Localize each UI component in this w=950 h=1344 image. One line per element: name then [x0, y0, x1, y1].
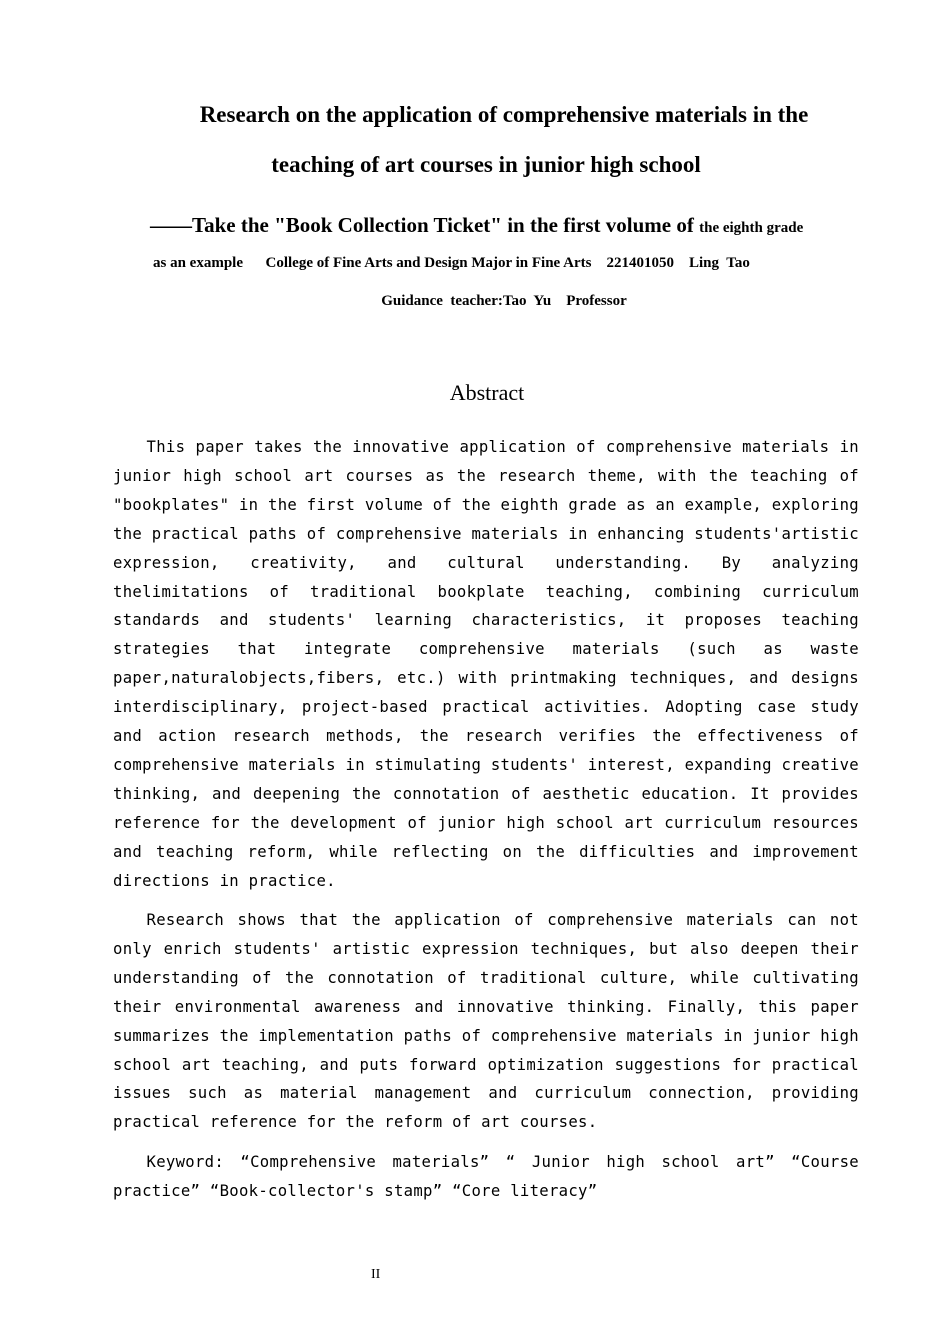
abstract-paragraph-1: This paper takes the innovative application of comprehensive materials in junior high school art courses as the research theme, with the teaching of "bookplates" in the first volume of the eighth grade as an example, exploring the practical paths of comprehensive materials in enhancing students'artistic expression, creativity, and cultural understanding. By analyzing thelimitations of traditional bookplate teaching, combining curriculum standards and students' learning characteristics, it proposes teaching strategies that integrate comprehensive materials (such as waste paper,naturalobjects,fibers, etc.) with printmaking techniques, and designs interdisciplinary, project-based practical activities. Adopting case study and action research methods, the research verifies the effectiveness of comprehensive materials in stimulating students' interest, expanding creative thinking, and deepening the connotation of aesthetic education. It provides reference for the development of junior high school art curriculum resources and teaching reform, while reflecting on the difficulties and improvement directions in practice.: [113, 438, 859, 890]
guidance-teacher: Guidance teacher:Tao Yu Professor: [381, 293, 627, 309]
subtitle-small: the eighth grade: [699, 220, 804, 236]
keywords-paragraph: Keyword: “Comprehensive materials” “ Junior high school art” “Course practice” “Book-collector's stamp” “Core literacy”: [113, 1153, 859, 1200]
subtitle: [150, 213, 803, 238]
title-line-1: Research on the application of comprehensive materials in the: [199, 102, 809, 127]
title-line-2: teaching of art courses in junior high school: [271, 152, 701, 177]
subtitle-continued: as an example: [153, 255, 243, 271]
student-id: 221401050: [606, 255, 674, 271]
subtitle-main: ——Take the "Book Collection Ticket" in the first volume of: [150, 213, 694, 237]
author-line: [153, 255, 750, 272]
abstract-paragraph-2: Research shows that the application of comprehensive materials can not only enrich students' artistic expression techniques, but also deepen their understanding of the connotation of traditional culture, while cultivating their environmental awareness and innovative thinking. Finally, this paper summarizes the implementation paths of comprehensive materials in junior high school art teaching, and puts forward optimization suggestions for practical issues such as material management and curriculum connection, providing practical reference for the reform of art courses.: [113, 911, 859, 1132]
college-major: College of Fine Arts and Design Major in Fine Arts: [265, 255, 592, 271]
abstract-heading: Abstract: [449, 380, 525, 405]
page-number: II: [371, 1267, 381, 1282]
author-name: Ling Tao: [688, 255, 750, 271]
